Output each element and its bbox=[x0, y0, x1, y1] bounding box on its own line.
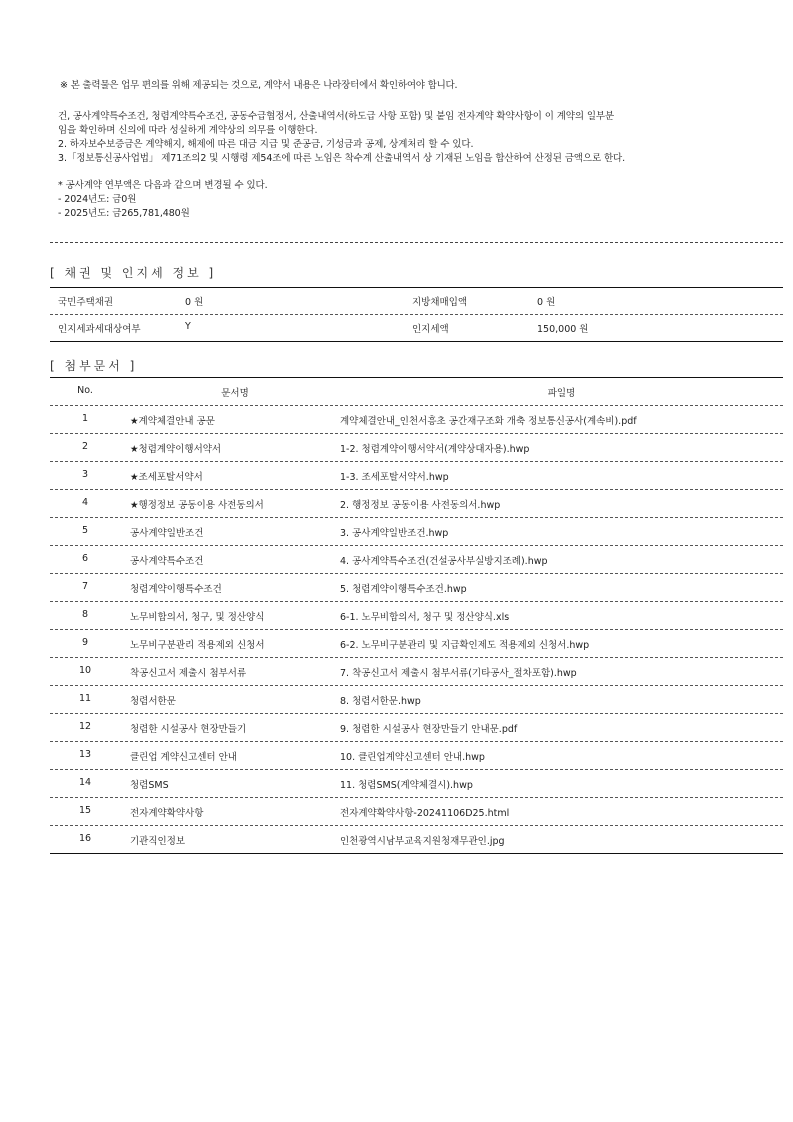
row-number: 7 bbox=[81, 581, 89, 592]
row-number: 14 bbox=[78, 777, 92, 788]
row-number: 6 bbox=[81, 553, 89, 564]
document-name: 전자계약확약사항 bbox=[130, 808, 204, 819]
table-row bbox=[50, 714, 783, 742]
document-name: 착공신고서 제출시 첨부서류 bbox=[130, 668, 247, 679]
bond-value: Y bbox=[185, 321, 191, 332]
row-number: 13 bbox=[78, 749, 92, 760]
clause-line: - 2025년도: 금265,781,480원 bbox=[58, 208, 190, 219]
bond-table bbox=[50, 287, 783, 342]
row-number: 11 bbox=[78, 693, 92, 704]
table-row bbox=[50, 518, 783, 546]
bond-label: 지방채매입액 bbox=[412, 297, 468, 308]
document-name: 기관직인정보 bbox=[130, 836, 186, 847]
table-row bbox=[50, 406, 783, 434]
row-number: 15 bbox=[78, 805, 92, 816]
file-name: 1-2. 청렴계약이행서약서(계약상대자용).hwp bbox=[340, 444, 530, 455]
table-header bbox=[50, 378, 783, 406]
clause-line: 2. 하자보수보증금은 계약해지, 해제에 따른 대금 지급 및 준공금, 기성금과 공제, 상계처리 할 수 있다. bbox=[58, 139, 474, 150]
document-name: 청렴서한문 bbox=[130, 696, 176, 707]
document-name: 청렴한 시설공사 현장만들기 bbox=[130, 724, 247, 735]
clause-line: * 공사계약 연부액은 다음과 같으며 변경될 수 있다. bbox=[58, 180, 268, 191]
table-row bbox=[50, 434, 783, 462]
header-doc: 문서명 bbox=[221, 388, 249, 399]
file-name: 6-1. 노무비합의서, 청구 및 정산양식.xls bbox=[340, 612, 510, 623]
document-name: 노무비합의서, 청구, 및 정산양식 bbox=[130, 612, 265, 623]
file-name: 7. 착공신고서 제출시 첨부서류(기타공사_절차포함).hwp bbox=[340, 668, 577, 679]
table-row bbox=[50, 742, 783, 770]
notice-text: ※ 본 출력물은 업무 편의를 위해 제공되는 것으로, 계약서 내용은 나라장터에서 확인하여야 합니다. bbox=[60, 80, 458, 91]
file-name: 8. 청렴서한문.hwp bbox=[340, 696, 421, 707]
file-name: 5. 청렴계약이행특수조건.hwp bbox=[340, 584, 467, 595]
document-name: ★청렴계약이행서약서 bbox=[130, 444, 222, 455]
header-no: No. bbox=[77, 385, 93, 396]
row-number: 3 bbox=[81, 469, 89, 480]
file-name: 인천광역시남부교육지원청재무관인.jpg bbox=[340, 836, 505, 847]
table-row bbox=[50, 546, 783, 574]
row-number: 8 bbox=[81, 609, 89, 620]
clause-line: - 2024년도: 금0원 bbox=[58, 194, 137, 205]
file-name: 9. 청렴한 시설공사 현장만들기 안내문.pdf bbox=[340, 724, 518, 735]
document-name: 청렴계약이행특수조건 bbox=[130, 584, 222, 595]
header-file: 파일명 bbox=[547, 388, 576, 399]
row-number: 2 bbox=[81, 441, 89, 452]
section-divider bbox=[50, 242, 783, 243]
bond-label: 인지세과세대상여부 bbox=[58, 324, 141, 335]
clause-line: 3.「정보통신공사업법」 제71조의2 및 시행령 제54조에 따른 노임은 착수계 산출내역서 상 기재된 노임을 합산하여 산정된 금액으로 한다. bbox=[58, 153, 626, 164]
file-name: 계약체결안내_인천서흥초 공간재구조화 개축 정보통신공사(계속비).pdf bbox=[340, 416, 637, 427]
file-name: 2. 행정정보 공동이용 사전동의서.hwp bbox=[340, 500, 501, 511]
table-row bbox=[50, 490, 783, 518]
bond-row bbox=[50, 314, 783, 341]
document-name: ★계약체결안내 공문 bbox=[130, 416, 215, 427]
file-name: 10. 클린업계약신고센터 안내.hwp bbox=[340, 752, 485, 763]
table-row bbox=[50, 770, 783, 798]
bond-value: 0 원 bbox=[185, 297, 204, 308]
clause-line: 건, 공사계약특수조건, 청렴계약특수조건, 공동수급협정서, 산출내역서(하도급 사항 포함) 및 붙임 전자계약 확약사항이 이 계약의 일부분 bbox=[58, 111, 615, 122]
clause-line: 임을 확인하며 신의에 따라 성실하게 계약상의 의무를 이행한다. bbox=[58, 125, 318, 136]
bond-label: 인지세액 bbox=[412, 324, 449, 335]
table-row bbox=[50, 826, 783, 853]
file-name: 6-2. 노무비구분관리 및 지급확인제도 적용제외 신청서.hwp bbox=[340, 640, 590, 651]
attachments-table bbox=[50, 377, 783, 854]
row-number: 4 bbox=[81, 497, 89, 508]
table-row bbox=[50, 630, 783, 658]
document-name: 청렴SMS bbox=[130, 780, 169, 791]
row-number: 16 bbox=[78, 833, 92, 844]
row-number: 5 bbox=[81, 525, 89, 536]
file-name: 4. 공사계약특수조건(건설공사부실방지조례).hwp bbox=[340, 556, 548, 567]
row-number: 1 bbox=[81, 413, 89, 424]
bond-section-title: [ 채권 및 인지세 정보 ] bbox=[50, 266, 217, 280]
bond-label: 국민주택채권 bbox=[58, 297, 114, 308]
document-name: ★행정정보 공동이용 사전동의서 bbox=[130, 500, 264, 511]
file-name: 3. 공사계약일반조건.hwp bbox=[340, 528, 449, 539]
bond-row bbox=[50, 288, 783, 314]
row-number: 9 bbox=[81, 637, 89, 648]
document-name: 공사계약특수조건 bbox=[130, 556, 204, 567]
bond-value: 150,000 원 bbox=[537, 324, 589, 335]
table-row bbox=[50, 658, 783, 686]
document-name: 노무비구분관리 적용제외 신청서 bbox=[130, 640, 265, 651]
attachments-section-title: [ 첨부문서 ] bbox=[50, 359, 138, 373]
contract-clauses bbox=[58, 110, 758, 221]
table-row bbox=[50, 686, 783, 714]
document-name: 클린업 계약신고센터 안내 bbox=[130, 752, 237, 763]
row-number: 10 bbox=[78, 665, 92, 676]
table-row bbox=[50, 798, 783, 826]
document-name: 공사계약일반조건 bbox=[130, 528, 204, 539]
file-name: 전자계약확약사항-20241106D25.html bbox=[340, 808, 510, 819]
file-name: 11. 청렴SMS(계약체결시).hwp bbox=[340, 780, 473, 791]
bond-value: 0 원 bbox=[537, 297, 556, 308]
table-row bbox=[50, 574, 783, 602]
row-number: 12 bbox=[78, 721, 92, 732]
file-name: 1-3. 조세포탈서약서.hwp bbox=[340, 472, 449, 483]
table-row bbox=[50, 602, 783, 630]
document-name: ★조세포탈서약서 bbox=[130, 472, 203, 483]
table-row bbox=[50, 462, 783, 490]
